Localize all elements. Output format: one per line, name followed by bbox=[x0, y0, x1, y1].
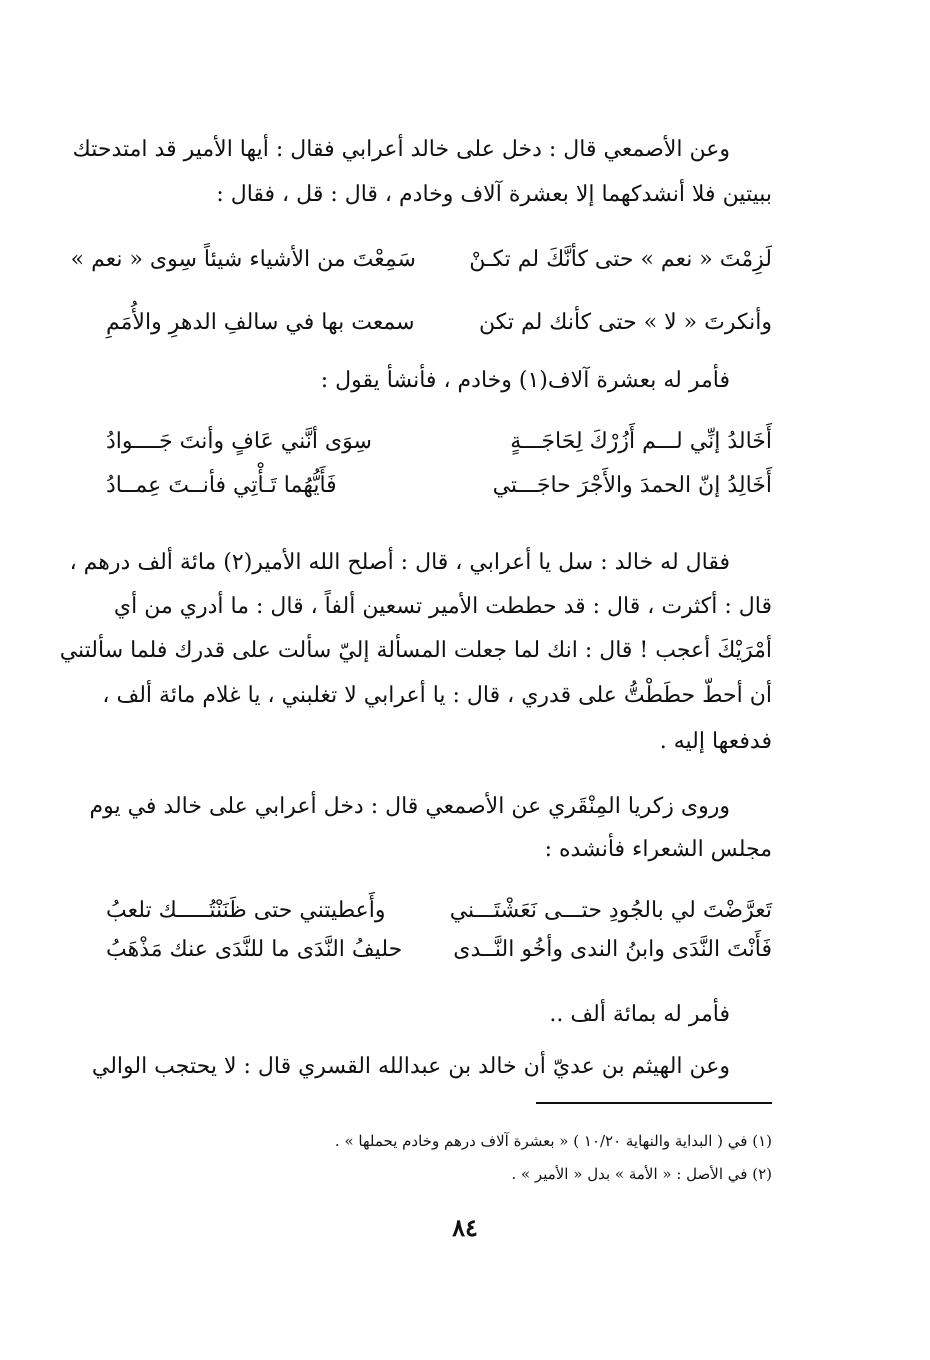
paragraph-line: فدفعها إليه . bbox=[659, 729, 772, 754]
footnote: (١) في ( البداية والنهاية ١٠/٢٠ ) « بعشرة آلاف درهم وخادم يحملها » . bbox=[334, 1132, 772, 1150]
verse-hemistich-second: سِوَى أنَّني عَافٍ وأنتَ جَــــوادُ bbox=[106, 429, 372, 454]
paragraph-line: فأمر له بمائة ألف .. bbox=[549, 1002, 730, 1027]
footnote-separator bbox=[536, 1102, 772, 1104]
verse-hemistich-first: وأنكرتَ « لا » حتى كأنك لم تكن bbox=[478, 310, 772, 335]
paragraph-line: وعن الهيثم بن عديّ أن خالد بن عبدالله القسري قال : لا يحتجب الوالي bbox=[91, 1054, 730, 1079]
verse-hemistich-first: أَخَالدُ إنِّي لـــم أَزُرْكَ لِحَاجَـــةٍ bbox=[510, 429, 772, 454]
verse-hemistich-first: أَخَالِدُ إنّ الحمدَ والأَجْرَ حاجَـــتي bbox=[492, 473, 772, 498]
page-number: ٨٤ bbox=[452, 1213, 478, 1242]
verse bbox=[106, 933, 772, 967]
verse-hemistich-second: فَأَيُّهُما تَـأْتِي فأنــتَ عِمــادُ bbox=[106, 473, 337, 498]
footnote: (٢) في الأصل : « الأمة » بدل « الأمير » . bbox=[511, 1165, 772, 1183]
paragraph-line: وروى زكريا المِنْقَري عن الأصمعي قال : دخل أعرابي على خالد في يوم bbox=[89, 794, 730, 819]
paragraph-line: وعن الأصمعي قال : دخل على خالد أعرابي فقال : أيها الأمير قد امتدحتك bbox=[72, 137, 730, 162]
verse bbox=[106, 894, 772, 928]
verse-hemistich-first: تَعرَّضْتَ لي بالجُودِ حتـــى نَعَشْتَـــني bbox=[449, 898, 772, 923]
verse-hemistich-second: سَمِعْتَ من الأشياء شيئاً سِوى « نعم » bbox=[70, 247, 416, 272]
verse-hemistich-second: حليفُ النَّدَى ما للنَّدَى عنك مَذْهَبُ bbox=[106, 937, 403, 962]
verse-hemistich-second: سمعت بها في سالفِ الدهرِ والأُمَمِ bbox=[106, 310, 415, 335]
verse-hemistich-first: فَأَنْتَ النَّدَى وابنُ الندى وأخُو النَّــدى bbox=[453, 937, 772, 962]
verse bbox=[70, 243, 772, 277]
paragraph-line: فقال له خالد : سل يا أعرابي ، قال : أصلح الله الأمير(٢) مائة ألف درهم ، bbox=[69, 550, 730, 575]
paragraph-line: أن أحطّ حطَطْتُّ على قدري ، قال : يا أعرابي لا تغلبني ، يا غلام مائة ألف ، bbox=[102, 683, 772, 708]
verse bbox=[106, 469, 772, 503]
verse-hemistich-first: لَزِمْتَ « نعم » حتى كأنَّكَ لم تكـنْ bbox=[469, 247, 772, 272]
paragraph-line: مجلس الشعراء فأنشده : bbox=[544, 837, 772, 862]
verse bbox=[106, 425, 772, 459]
verse bbox=[106, 306, 772, 340]
paragraph-line: ببيتين فلا أنشدكهما إلا بعشرة آلاف وخادم ، قال : قل ، فقال : bbox=[216, 182, 772, 207]
paragraph-line: فأمر له بعشرة آلاف(١) وخادم ، فأنشأ يقول : bbox=[320, 368, 730, 393]
paragraph-line: أمْرَيْكَ أعجب ! قال : انك لما جعلت المسألة إليّ سألت على قدرك فلما سألتني bbox=[59, 638, 772, 663]
paragraph-line: قال : أكثرت ، قال : قد حططت الأمير تسعين ألفاً ، قال : ما أدري من أي bbox=[113, 594, 772, 619]
verse-hemistich-second: وأَعطيتني حتى ظَنَنْتُـــــك تلعبُ bbox=[106, 898, 386, 923]
